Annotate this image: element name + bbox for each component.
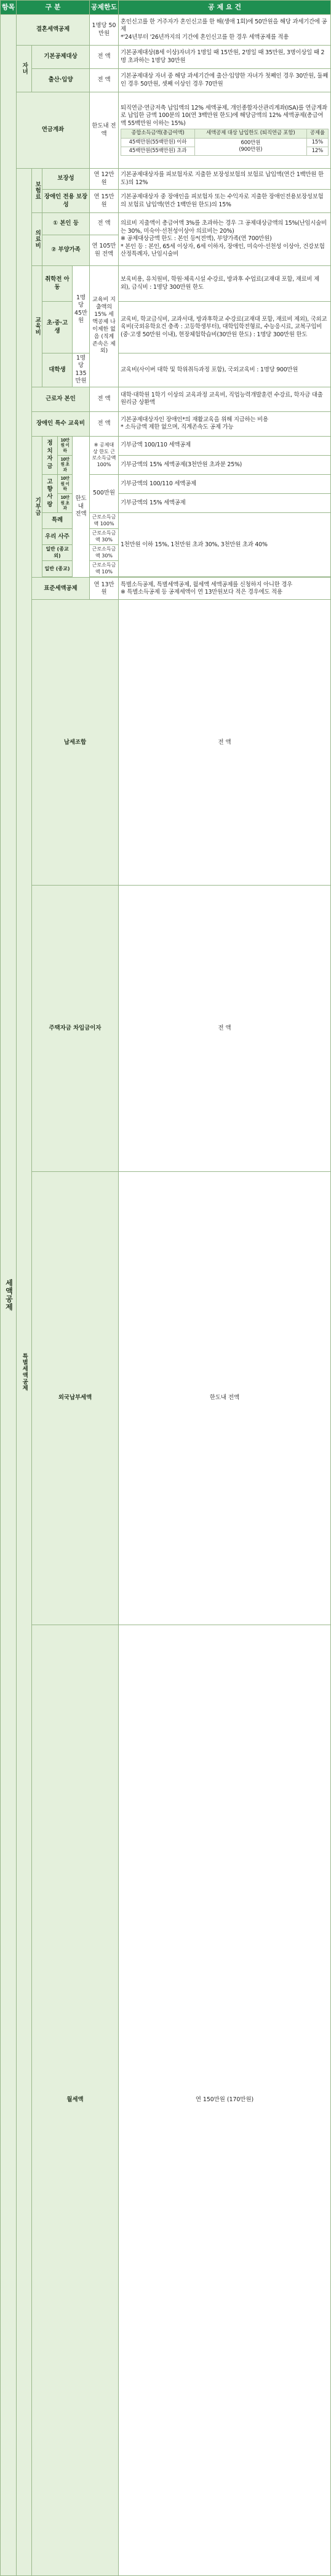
row-housing (1, 886, 331, 1171)
don-political-mid: ※ 공제대상 한도 근로소득금액 100% (90, 436, 119, 474)
don-political-name: 정치 자금 (42, 436, 58, 474)
pension-name: 연금계좌 (17, 92, 90, 169)
don-general2-name: 일반 (종교) (42, 561, 73, 577)
don-general1-name: 일반 (종교외) (42, 545, 73, 561)
edu-worker-req: 대학·대학원 1학기 이상의 교육과정 교육비, 직업능력개발훈련 수강료, 학자금 대출 원리금 상환액 (119, 387, 331, 411)
marriage-req-text: 혼인신고를 한 거주자가 혼인신고를 한 해(생애 1회)에 50만원을 해당 과세기간에 공제 (121, 18, 327, 33)
insurance-a-limit: 연 12만원 (90, 169, 119, 190)
pension-table-r2c1: 45백만원(55백만원) 초과 (121, 147, 195, 155)
don-woori-mid: 근로소득금액 30% (90, 529, 119, 545)
medical-req (119, 213, 331, 266)
housing-name: 주택자금 차입금이자 (32, 886, 119, 1171)
edu-disabled-req (119, 411, 331, 436)
row-edu-disabled (1, 411, 331, 436)
row-pension (1, 92, 331, 169)
rent-name: 월세액 (32, 1625, 119, 2575)
marriage-req-note: *'24년부터 '26년까지의 기간에 혼인신고를 한 경우 세액공제를 적용 (121, 33, 289, 41)
row-insurance-b (1, 190, 331, 213)
edu-disabled-limit: 전 액 (90, 411, 119, 436)
row-union (1, 600, 331, 886)
standard-name: 표준세액공제 (32, 578, 90, 600)
child-birth-limit: 전 액 (90, 69, 119, 92)
row-edu-worker (1, 387, 331, 411)
pension-table-r1c1: 45백만원(55백만원) 이하 (121, 138, 195, 147)
don-hometown-req2: 기부금액의 15% 세액공제 (119, 493, 331, 512)
marriage-name: 결혼세액공제 (17, 15, 90, 46)
pension-rate-table (121, 129, 329, 156)
don-political-sub2: 10만원 초과 (58, 455, 73, 474)
header-item: 항목 (1, 1, 17, 15)
foreign-limit: 한도내 전액 (119, 1171, 331, 1625)
medical-b-name: ② 부양가족 (42, 235, 90, 266)
row-edu-school (1, 302, 331, 353)
rent-limit: 연 150만원 (170만원) (119, 1625, 331, 2575)
don-political-req1: 기부금액 100/110 세액공제 (119, 436, 331, 455)
edu-pre-req: 보육비용, 유치원비, 학원·체육시설 수강료, 방과후 수업료(교재대 포함, 재료비 제외), 급식비 : 1명당 300만원 한도 (119, 266, 331, 302)
pension-table-h2: 세액공제 대상 납입한도 (퇴직연금 포함) (194, 129, 306, 138)
donation-group-label: 기부금 (32, 436, 42, 578)
edu-univ-name: 대학생 (42, 353, 73, 387)
medical-a-limit: 전 액 (90, 213, 119, 235)
pension-table-r1c3: 15% (306, 138, 328, 147)
header-category: 구 분 (17, 1, 90, 15)
don-shared-req: 1천만원 이하 15%, 1천만원 초과 30%, 3천만원 초과 40% (119, 513, 331, 577)
edu-school-req: 교육비, 학교급식비, 교과서대, 방과후학교 수강료(교재대 포함, 재료비 제외), 국외교육비(국외유학요건 충족 : 고등학생부터), 대학입학전형료, 수능응시료, 교복구입비(중·고생 50만원 이내), 현장체험학습비(30만원 한도) : 1명당 300만원 한도 (119, 302, 331, 353)
medical-group-label: 의료비 (32, 213, 42, 266)
insurance-a-req: 기본공제대상자를 피보험자로 지출한 보장성보험의 보험료 납입액(연간 1백만원 한도)의 12% (119, 169, 331, 190)
edu-mid-note: 교육비 지출액의 15% 세액공제 나이제한 없음 (직계존속은 제외) (90, 266, 119, 387)
don-hometown-sub2: 10만원 초과 (58, 493, 73, 512)
medical-req-note: ※ 공제대상금액 한도 : 본인 등*(전액), 부양가족(연 700만원) (121, 235, 272, 243)
medical-req-note2: * 본인 등 : 본인, 65세 이상자, 6세 이하자, 장애인, 미숙아·선천성 이상아, 건강보험 산정특례자, 난임시술비 (121, 243, 325, 258)
union-limit: 전 액 (119, 600, 331, 886)
insurance-a-name: 보장성 (42, 169, 90, 190)
child-basic-limit: 전 액 (90, 46, 119, 69)
row-don-hometown-1 (1, 474, 331, 493)
pension-table-h1: 종합소득금액(총급여액) (121, 129, 195, 138)
header-requirements: 공 제 요 건 (119, 1, 331, 15)
pension-table-c2 (194, 138, 306, 155)
medical-b-limit: 연 105만원 전액 (90, 235, 119, 266)
don-political-sub1: 10만원 이하 (58, 436, 73, 455)
row-rent (1, 1625, 331, 2575)
edu-worker-name: 근로자 본인 (32, 387, 90, 411)
union-name: 납세조합 (32, 600, 119, 886)
child-basic-name: 기본공제대상 (32, 46, 90, 69)
marriage-req (119, 15, 331, 46)
pension-table-c2a: 600만원 (241, 140, 261, 146)
header-limit: 공제한도 (90, 1, 119, 15)
row-insurance-a (1, 169, 331, 190)
donation-limit: 한도내 전액 (73, 436, 90, 578)
edu-univ-limit: 1명당 135만원 (73, 353, 90, 387)
pension-table-c2b: (900만원) (239, 147, 263, 153)
don-general1-mid: 근로소득금액 30% (90, 545, 119, 561)
housing-limit: 전 액 (119, 886, 331, 1171)
standard-limit: 연 13만원 (90, 578, 119, 600)
row-edu-univ (1, 353, 331, 387)
medical-a-name: ① 본인 등 (42, 213, 90, 235)
education-group-label: 교육비 (32, 266, 42, 387)
row-don-special (1, 513, 331, 529)
marriage-limit: 1명당 50만원 (90, 15, 119, 46)
insurance-b-limit: 연 15만원 (90, 190, 119, 213)
row-marriage (1, 15, 331, 46)
don-hometown-sub1: 10만원 이하 (58, 474, 73, 493)
don-hometown-mid: 500만원 (90, 474, 119, 512)
insurance-b-name: 장애인 전용 보장성 (42, 190, 90, 213)
section-label: 세액공제 (1, 15, 17, 2576)
edu-disabled-name: 장애인 특수 교육비 (32, 411, 90, 436)
don-hometown-req1: 기부금액의 100/110 세액공제 (119, 474, 331, 493)
edu-univ-req: 교육비(사이버 대학 및 학위취득과정 포함), 국외교육비 : 1명당 900만원 (119, 353, 331, 387)
special-group-label: 특별세액공제 (17, 169, 32, 2576)
pension-limit: 한도내 전액 (90, 92, 119, 169)
child-group-label: 자녀 (17, 46, 32, 92)
standard-req-text: 특별소득공제, 특별세액공제, 월세액 세액공제를 신청하지 아니한 경우 (121, 581, 293, 588)
don-special-mid: 근로소득금액 100% (90, 513, 119, 529)
row-child-birth (1, 69, 331, 92)
row-foreign (1, 1171, 331, 1625)
insurance-b-req: 기본공제대상자 중 장애인을 피보험자 또는 수익자로 지출한 장애인전용보장성보험의 보험료 납입액(연간 1백만원 한도)의 15% (119, 190, 331, 213)
child-basic-req: 기본공제대상(8세 이상)자녀가 1명일 때 15만원, 2명일 때 35만원, 3명이상일 때 2명 초과하는 1명당 30만원 (119, 46, 331, 69)
pension-req (119, 92, 331, 169)
row-child-basic (1, 46, 331, 69)
edu-worker-limit: 전 액 (90, 387, 119, 411)
edu-disabled-req-text: 기본공제대상자인 장애인*의 재활교육을 위해 지급하는 비용 (121, 416, 268, 423)
edu-shared-limit: 1명당 45만원 (73, 266, 90, 353)
row-standard (1, 578, 331, 600)
pension-req-text: 퇴직연금·연금저축 납입액의 12% 세액공제, 개인종합자산관리계좌(ISA)를 연금계좌로 납입한 금액 100분의 10(연 3백만원 한도)에 해당금액의 12% 세액공제(총급여액 55백만원 이하는 15%) (121, 105, 327, 127)
pension-table-h3: 공제율 (306, 129, 328, 138)
child-birth-req: 기본공제대상 자녀 중 해당 과세기간에 출산·입양한 자녀가 첫째인 경우 30만원, 둘째인 경우 50만원, 셋째 이상인 경우 70만원 (119, 69, 331, 92)
don-special-name: 특례 (42, 513, 73, 529)
pension-table-r2c3: 12% (306, 147, 328, 155)
don-general2-mid: 근로소득금액 10% (90, 561, 119, 577)
don-woori-name: 우리 사주 (42, 529, 73, 545)
edu-pre-name: 취학전 아동 (42, 266, 73, 302)
row-edu-pre (1, 266, 331, 302)
row-medical-a (1, 213, 331, 235)
medical-req-text: 의료비 지출액이 총급여액 3%를 초과하는 경우 그 공제대상금액의 15%(난임시술비는 30%, 미숙아·선천성이상아 의료비는 20%) (121, 220, 327, 235)
header-row (1, 1, 331, 15)
child-birth-name: 출산·입양 (32, 69, 90, 92)
standard-req (119, 578, 331, 600)
row-don-political-1 (1, 436, 331, 455)
don-hometown-name: 고향 사랑 (42, 474, 58, 512)
don-political-req2: 기부금액의 15% 세액공제(3천만원 초과분 25%) (119, 455, 331, 474)
edu-school-name: 초·중·고생 (42, 302, 73, 353)
edu-disabled-req-note: * 소득금액 제한 없으며, 직계존속도 공제 가능 (121, 424, 234, 431)
insurance-group-label: 보험료 (32, 169, 42, 213)
foreign-name: 외국납부세액 (32, 1171, 119, 1625)
standard-req-note: ※ 특별소득공제 등 공제세액이 연 13만원보다 적은 경우에도 적용 (121, 588, 282, 596)
